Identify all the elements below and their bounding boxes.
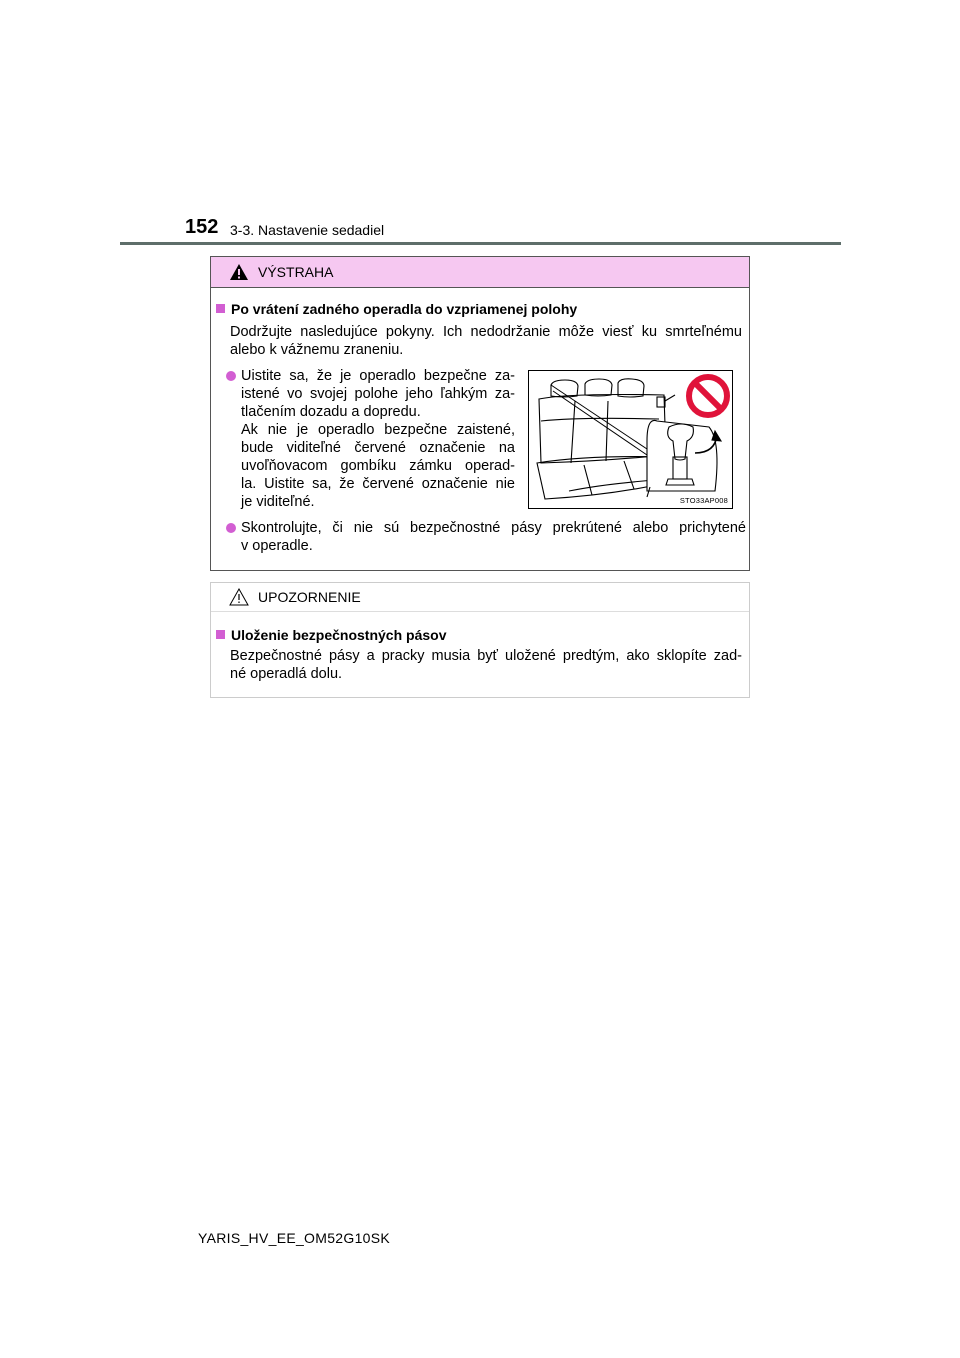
bullet-1-line: la. Uistite sa, že červené označenie nie — [241, 476, 515, 492]
section-title: 3-3. Nastavenie sedadiel — [230, 222, 385, 238]
notice-text — [230, 647, 742, 683]
notice-line: Bezpečnostné pásy a pracky musia byť uložené predtým, ako sklopíte zad- — [230, 648, 742, 664]
bullet-1-text — [241, 367, 515, 511]
warning-triangle-icon — [229, 263, 249, 281]
square-bullet-icon — [216, 630, 225, 639]
footer-code: YARIS_HV_EE_OM52G10SK — [198, 1230, 391, 1246]
bullet-2-text — [241, 519, 746, 555]
bullet-1-line: je viditeľné. — [241, 494, 315, 510]
bullet-2-line: Skontrolujte, či nie sú bezpečnostné pásy prekrútené alebo prichytené — [241, 520, 746, 536]
warning-title: VÝSTRAHA — [258, 264, 334, 280]
warning-intro-line: alebo k vážnemu zraneniu. — [230, 342, 404, 358]
header-rule — [120, 242, 841, 245]
notice-box — [210, 582, 750, 698]
notice-header — [211, 583, 749, 612]
warning-header — [211, 257, 749, 288]
circle-bullet-icon — [226, 371, 236, 381]
square-bullet-icon — [216, 304, 225, 313]
bullet-1-line: bude viditeľné červené označenie na — [241, 440, 515, 456]
figure-code: STO33AP008 — [679, 496, 728, 505]
notice-line: né operadlá dolu. — [230, 666, 343, 682]
circle-bullet-icon — [226, 523, 236, 533]
warning-subhead: Po vrátení zadného operadla do vzpriamenej polohy — [216, 301, 577, 317]
page-number: 152 — [185, 216, 219, 238]
notice-title: UPOZORNENIE — [258, 589, 361, 605]
warning-intro — [230, 323, 742, 359]
seat-illustration — [528, 370, 733, 509]
bullet-1-line: Uistite sa, že je operadlo bezpečne za- — [241, 368, 515, 384]
notice-subhead: Uloženie bezpečnostných pásov — [216, 627, 447, 643]
rear-seat-drawing — [529, 371, 732, 508]
caution-triangle-icon — [229, 588, 249, 606]
warning-intro-line: Dodržujte nasledujúce pokyny. Ich nedodržanie môže viesť ku smrteľnému — [230, 324, 742, 340]
bullet-1-line: tlačením dozadu a dopredu. — [241, 404, 421, 420]
bullet-2-line: v operadle. — [241, 538, 313, 554]
bullet-1-line: istené vo svojej polohe jeho ľahkým za- — [241, 386, 515, 402]
warning-box — [210, 256, 750, 571]
bullet-1-line: uvoľňovacom gombíku zámku operad- — [241, 458, 515, 474]
bullet-1-line: Ak nie je operadlo bezpečne zaistené, — [241, 422, 515, 438]
